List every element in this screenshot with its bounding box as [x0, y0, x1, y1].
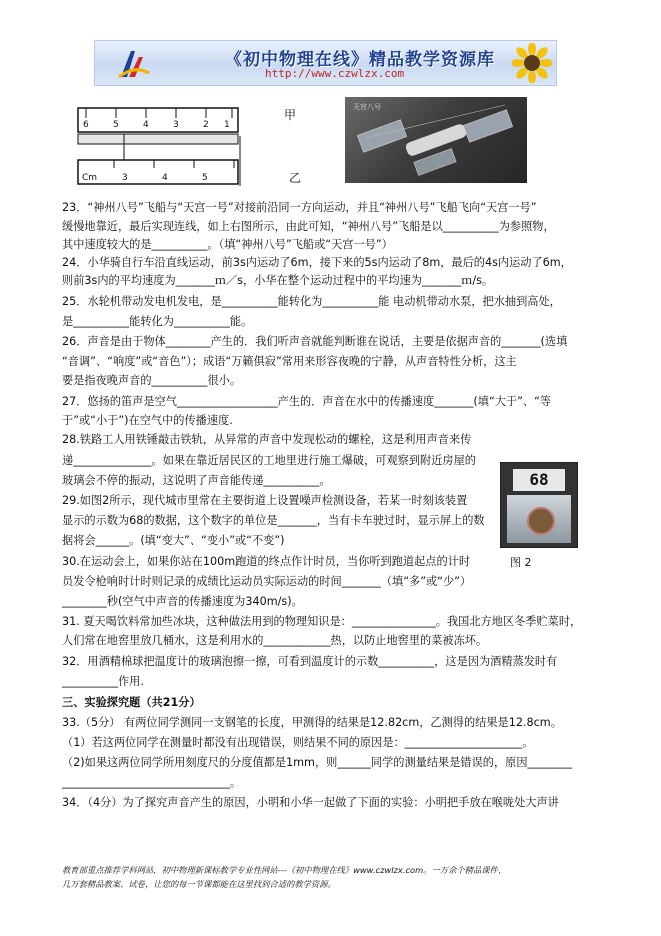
ruler-unit: Cm — [82, 173, 98, 183]
ruler-bottom-tick: 4 — [162, 173, 168, 183]
banner-url[interactable]: http://www.czwlzx.com — [265, 67, 405, 80]
figure-label-jia: 甲 — [284, 108, 297, 122]
text-line: 员发令枪响时计时则记录的成绩比运动员实际运动的时间_______（填“多”或“少”） — [62, 575, 472, 588]
text-line: 28.铁路工人用铁锤敲击铁轨，从异常的声音中发现松动的螺栓，这是利用声音来传 — [62, 433, 472, 446]
ruler-top-tick: 1 — [224, 120, 230, 130]
text-line: 是__________能转化为__________能。 — [62, 315, 253, 328]
text-line: __________作用. — [62, 675, 144, 688]
text-line: 23．“神州八号”飞船与“天宫一号”对接前沿同一方向运动，并且“神州八号”飞船飞向“天宫一号” — [62, 201, 537, 214]
text-line: 24．小华骑自行车沿直线运动，前3s内运动了6m，接下来的5s内运动了8m，最后的4s内运动了6m， — [62, 256, 572, 269]
ruler-top-tick: 4 — [143, 120, 149, 130]
text-line: 玻璃会不停的振动，这说明了声音能传递__________。 — [62, 474, 331, 487]
ruler-bottom-tick: 3 — [122, 173, 128, 183]
spacecraft-photo — [345, 97, 527, 183]
text-line: 34．（4分）为了探究声音产生的原因，小明和小华一起做了下面的实验：小明把手放在喉咙处大声讲 — [62, 796, 559, 809]
noise-display-value: 68 — [513, 469, 565, 491]
text-line: （1）若这两位同学在测量时都没有出现错误，则结果不同的原因是：_____________________。 — [62, 736, 534, 749]
text-line: 30.在运动会上，如果你站在100m跑道的终点作计时员，当你听到跑道起点的计时 — [62, 555, 471, 568]
text-line: 32．用酒精棉球把温度计的玻璃泡擦一擦，可看到温度计的示数__________，这是因为酒精蒸发时有 — [62, 655, 558, 668]
text-line: 据将会______。(填“变大”、“变小”或“不变”) — [62, 534, 285, 547]
text-line: 27．悠扬的笛声是空气__________________产生的．声音在水中的传播速度_______(填“大于”、“等 — [62, 395, 552, 408]
ruler-figure — [74, 106, 280, 186]
noise-monitor-photo — [500, 462, 578, 548]
footer-line: 教育部重点推荐学科网站，初中物理新课标教学专业性网站---《初中物理在线》www.czwlzx.com。一万余个精品课件、 — [62, 865, 507, 875]
text-line: ________秒(空气中声音的传播速度为340m/s)。 — [62, 595, 303, 608]
text-line: 则前3s内的平均速度为_______ｍ／s，小华在整个运动过程中的平均速为_______ｍ/s。 — [62, 274, 494, 287]
site-banner — [94, 40, 557, 86]
ruler-top-tick: 6 — [83, 120, 89, 130]
text-line: ______________________________。 — [62, 776, 242, 789]
text-line: 其中速度较大的是__________。（填“神州八号”飞船或“天宫一号”） — [62, 238, 393, 251]
ruler-bottom-tick: 5 — [202, 173, 208, 183]
text-line: 29.如图2所示，现代城市里常在主要街道上设置噪声检测设备，若某一时刻该装置 — [62, 494, 468, 507]
text-line: 26．声音是由于物体________产生的．我们听声音就能判断谁在说话，主要是依据声音的_______(选填 — [62, 335, 568, 348]
text-line: 人们常在地窖里放几桶水，这是利用水的____________热，以防止地窖里的菜被冻坏。 — [62, 634, 488, 647]
monitor-sign-icon — [527, 507, 555, 535]
text-line: 25．水轮机带动发电机发电，是__________能转化为__________能 电动机带动水泵，把水抽到高处， — [62, 295, 561, 308]
text-line: 递______________。如果在靠近居民区的工地里进行施工爆破，可观察到附近房屋的 — [62, 454, 476, 467]
section-heading: 三、实验探究题（共21分） — [62, 696, 201, 709]
spacecraft-icon — [357, 105, 512, 175]
figure-label-yi: 乙 — [289, 171, 302, 185]
text-line: 33.（5分） 有两位同学测同一支钢笔的长度，甲测得的结果是12.82cm，乙测得的结果是12.8cm。 — [62, 716, 562, 729]
text-line: 31. 夏天喝饮料常加些冰块，这种做法用到的物理知识是：_______________。我国北方地区冬季贮菜时， — [62, 615, 582, 628]
photo-caption: 天宫八号 — [353, 103, 381, 111]
text-line: （2)如果这两位同学所用刻度尺的分度值都是1mm，则______同学的测量结果是错误的，原因________ — [62, 756, 573, 769]
text-line: 于”或“小于”)在空气中的传播速度. — [62, 414, 233, 427]
text-line: 缓慢地靠近，最后实现连线，如上右图所示，由此可知，“神州八号”飞船是以__________为参照物， — [62, 220, 555, 233]
text-line: 要是指夜晚声音的__________很小。 — [62, 374, 242, 387]
sunflower-icon — [512, 43, 552, 83]
banner-title: 《初中物理在线》精品教学资源库 — [225, 50, 495, 70]
figure-2-caption: 图 2 — [510, 556, 532, 569]
text-line: 显示的示数为68的数据，这个数字的单位是_______，当有卡车驶过时，显示屏上的数 — [62, 514, 485, 527]
footer-line: 几万套精品教案、试卷，让您的每一节课都能在这里找到合适的教学资源。 — [62, 879, 336, 889]
text-line: “音调”、“响度”或“音色”）；成语“万籁俱寂”常用来形容夜晚的宁静，从声音特性分析，这主 — [62, 355, 517, 368]
ruler-top-tick: 5 — [113, 120, 119, 130]
ruler-top-tick: 3 — [173, 120, 179, 130]
site-logo-icon — [117, 47, 151, 81]
ruler-top-tick: 2 — [203, 120, 209, 130]
